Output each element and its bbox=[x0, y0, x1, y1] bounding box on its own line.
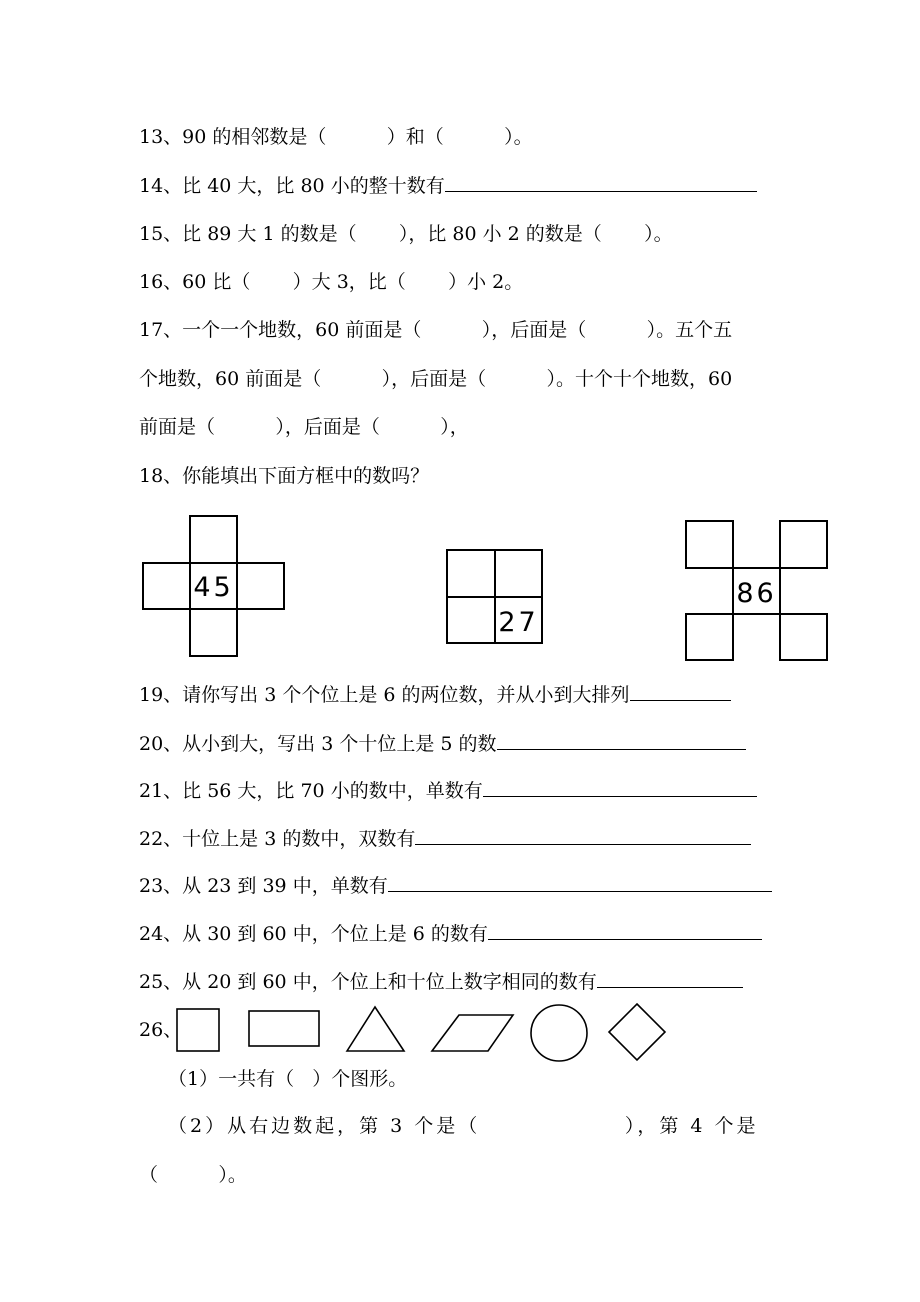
x-grid bbox=[685, 520, 830, 662]
question-22 bbox=[139, 826, 751, 852]
grid-cell-top[interactable] bbox=[190, 516, 237, 563]
question-26: 26、 bbox=[139, 1019, 183, 1041]
grid-cell-top-left[interactable] bbox=[686, 521, 733, 568]
question-16: 16、60 比（ ）大 3，比（ ）小 2。 bbox=[139, 271, 524, 293]
question-18: 18、你能填出下面方框中的数吗？ bbox=[139, 465, 430, 487]
question-19 bbox=[139, 682, 731, 708]
question-13: 13、90 的相邻数是（ ）和（ ）。 bbox=[139, 126, 533, 148]
grid-cell-top-right[interactable] bbox=[780, 521, 827, 568]
shapes-row bbox=[176, 1003, 670, 1065]
answer-blank-19[interactable] bbox=[630, 682, 731, 701]
question-26-part-3: （ ）。 bbox=[139, 1164, 247, 1186]
question-24-text: 24、从 30 到 60 中，个位上是 6 的数有 bbox=[139, 923, 488, 945]
question-24 bbox=[139, 921, 762, 947]
question-21 bbox=[139, 778, 757, 804]
grid-cell-bottom-left[interactable] bbox=[686, 614, 733, 660]
question-23 bbox=[139, 873, 772, 899]
question-20 bbox=[139, 731, 746, 757]
grid-cell-right[interactable] bbox=[237, 563, 284, 609]
answer-blank-24[interactable] bbox=[488, 921, 762, 940]
grid-cell-bottom-right[interactable] bbox=[780, 614, 827, 660]
question-20-text: 20、从小到大，写出 3 个十位上是 5 的数 bbox=[139, 733, 497, 755]
question-23-text: 23、从 23 到 39 中，单数有 bbox=[139, 875, 388, 897]
grid-cell-bottom-left[interactable] bbox=[447, 597, 495, 643]
cross-grid bbox=[142, 515, 287, 657]
answer-blank-20[interactable] bbox=[497, 731, 746, 750]
diamond-icon bbox=[609, 1004, 665, 1060]
question-17-line-1: 17、一个一个地数，60 前面是（ ），后面是（ ）。五个五 bbox=[139, 319, 733, 341]
question-14 bbox=[139, 173, 757, 199]
answer-blank-21[interactable] bbox=[483, 778, 757, 797]
question-14-text: 14、比 40 大，比 80 小的整十数有 bbox=[139, 175, 445, 197]
square-grid bbox=[446, 549, 544, 645]
question-22-text: 22、十位上是 3 的数中，双数有 bbox=[139, 828, 416, 850]
question-15: 15、比 89 大 1 的数是（ ），比 80 小 2 的数是（ ）。 bbox=[139, 223, 673, 245]
grid-cell-top-right[interactable] bbox=[495, 550, 542, 597]
circle-icon bbox=[531, 1005, 587, 1061]
triangle-icon bbox=[347, 1007, 404, 1051]
question-17-line-2: 个地数，60 前面是（ ），后面是（ ）。十个十个地数，60 bbox=[139, 368, 733, 390]
grid-cell-left[interactable] bbox=[143, 563, 190, 609]
answer-blank-22[interactable] bbox=[415, 826, 751, 845]
question-25-text: 25、从 20 到 60 中，个位上和十位上数字相同的数有 bbox=[139, 971, 597, 993]
question-26-part-1: （1）一共有（ ）个图形。 bbox=[168, 1068, 408, 1090]
question-19-text: 19、请你写出 3 个个位上是 6 的两位数，并从小到大排列 bbox=[139, 684, 630, 706]
question-21-text: 21、比 56 大，比 70 小的数中，单数有 bbox=[139, 780, 483, 802]
grid-number-27: 27 bbox=[498, 607, 539, 638]
grid-number-86: 86 bbox=[736, 578, 777, 609]
rectangle-icon bbox=[249, 1011, 319, 1046]
answer-blank-25[interactable] bbox=[597, 969, 743, 988]
answer-blank-14[interactable] bbox=[445, 173, 757, 192]
question-25 bbox=[139, 969, 743, 995]
square-icon bbox=[177, 1009, 219, 1051]
answer-blank-23[interactable] bbox=[388, 873, 772, 892]
parallelogram-icon bbox=[432, 1015, 513, 1051]
grid-number-45: 45 bbox=[193, 572, 234, 603]
grid-cell-top-left[interactable] bbox=[447, 550, 495, 597]
question-17-line-3: 前面是（ ），后面是（ ）， bbox=[139, 416, 469, 438]
grid-cell-bottom[interactable] bbox=[190, 609, 237, 656]
question-26-part-2: （2）从右边数起，第 3 个是（ ），第 4 个是 bbox=[168, 1115, 759, 1137]
